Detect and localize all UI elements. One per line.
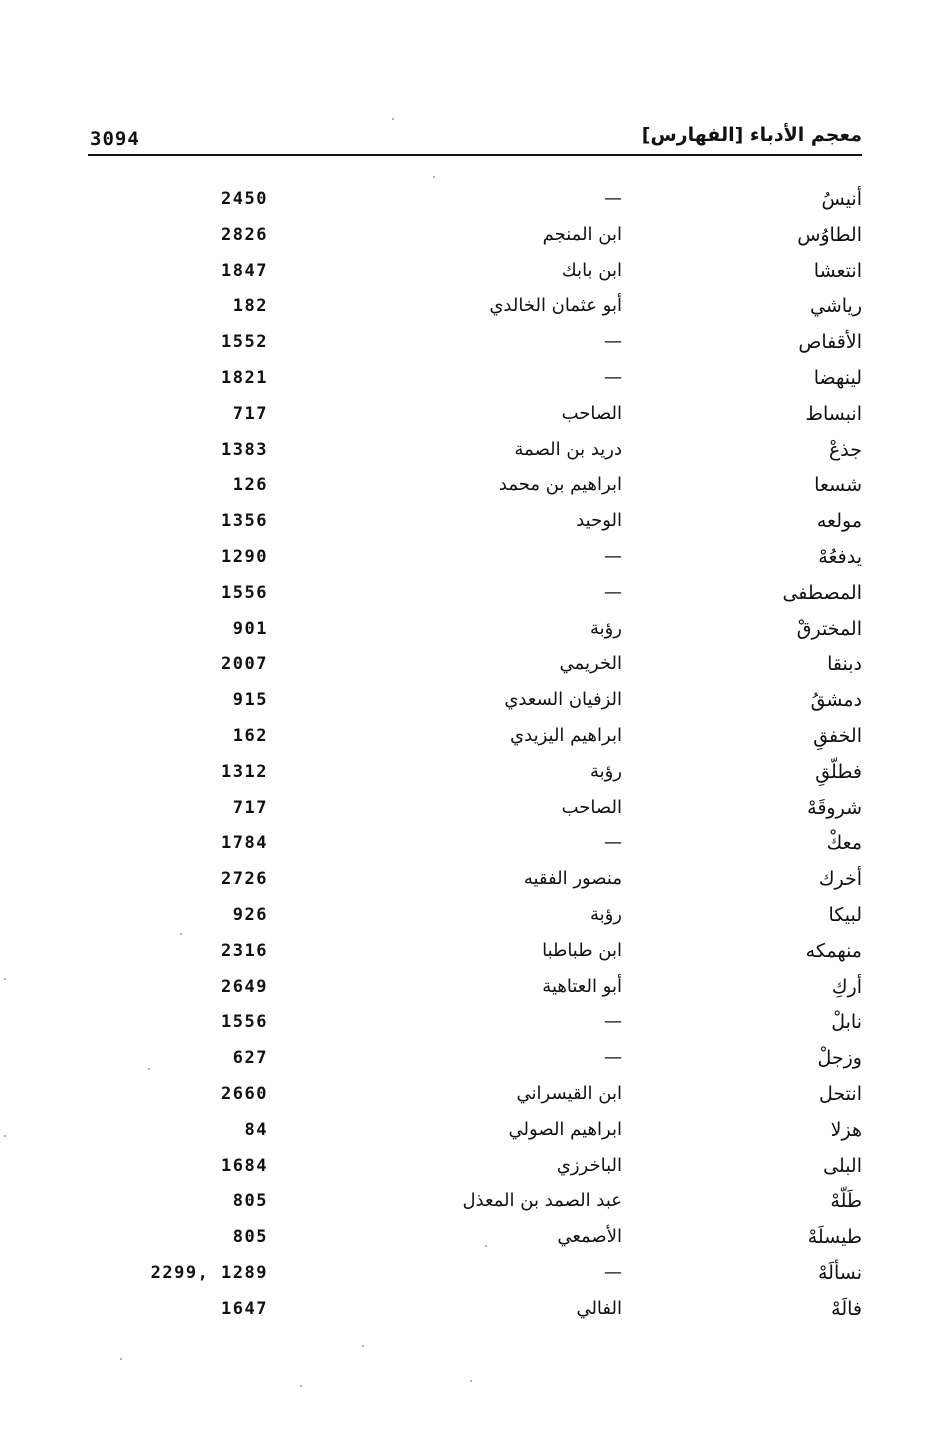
table-row: [0, 685, 932, 721]
rhyme-word: انتعشا: [813, 259, 862, 282]
poet-name: أبو العتاهية: [542, 975, 622, 997]
table-row: [0, 363, 932, 399]
rhyme-word: فطلّقِ: [815, 760, 862, 783]
table-row: [0, 793, 932, 829]
scan-speck: [120, 1358, 122, 1360]
poet-name: —: [604, 1047, 622, 1069]
page-reference: 1647: [221, 1298, 268, 1319]
rhyme-word: أركِ: [831, 975, 862, 998]
rhyme-word: الطاوُس: [797, 223, 862, 246]
scan-speck: [392, 118, 394, 120]
scan-speck: [300, 1385, 302, 1387]
page-reference: 1383: [221, 439, 268, 460]
poet-name: الصاحب: [561, 796, 622, 818]
poet-name: ابراهيم اليزيدي: [510, 724, 622, 746]
rhyme-word: أخرك: [818, 868, 862, 891]
rhyme-word: دمشقُ: [810, 689, 862, 712]
poet-name: —: [604, 832, 622, 854]
poet-name: الصاحب: [561, 402, 622, 424]
page-reference: 901: [232, 618, 268, 639]
page-reference: 1312: [221, 761, 268, 782]
page-reference: 1784: [221, 833, 268, 854]
table-row: [0, 1151, 932, 1187]
poet-name: ابراهيم بن محمد: [498, 474, 622, 496]
page-reference: 1821: [221, 367, 268, 388]
rhyme-word: لينهضا: [813, 366, 862, 389]
poet-name: —: [604, 1011, 622, 1033]
page-reference: 2660: [221, 1083, 268, 1104]
page-reference: 126: [232, 475, 268, 496]
table-row: [0, 936, 932, 972]
poet-name: ابن المنجم: [542, 223, 622, 245]
poet-name: أبو عثمان الخالدي: [489, 295, 622, 317]
table-row: [0, 757, 932, 793]
poet-name: الفالي: [576, 1297, 622, 1319]
table-row: [0, 291, 932, 327]
table-row: [0, 506, 932, 542]
book-title: معجم الأدباء [الفهارس]: [641, 124, 862, 146]
scan-speck: [362, 1345, 364, 1347]
page-reference: 182: [232, 296, 268, 317]
page-reference: 2726: [221, 869, 268, 890]
poet-name: —: [604, 1261, 622, 1283]
page-reference: 717: [232, 403, 268, 424]
rhyme-word: نسألَهْ: [817, 1261, 862, 1284]
page-reference: 2316: [221, 940, 268, 961]
poet-name: الزفيان السعدي: [504, 689, 622, 711]
poet-name: الخريمي: [559, 653, 622, 675]
scan-speck: [4, 978, 6, 980]
rhyme-word: طيسلَهْ: [807, 1226, 862, 1249]
rhyme-word: الأقفاص: [798, 331, 862, 354]
page-reference: 915: [232, 690, 268, 711]
table-row: [0, 649, 932, 685]
rhyme-word: هزلا: [830, 1118, 862, 1141]
poet-name: —: [604, 331, 622, 353]
table-row: [0, 864, 932, 900]
page-reference: 805: [232, 1191, 268, 1212]
table-row: [0, 435, 932, 471]
table-row: [0, 900, 932, 936]
poet-name: عبد الصمد بن المعذل: [462, 1190, 622, 1212]
rhyme-word: معكْ: [826, 832, 862, 855]
rhyme-word: انتحل: [819, 1082, 862, 1105]
poet-name: رؤبة: [589, 903, 622, 925]
rhyme-word: يدفعُهْ: [818, 545, 862, 568]
table-row: [0, 1186, 932, 1222]
scan-speck: [148, 1068, 150, 1070]
rhyme-word: لبيكا: [828, 903, 862, 926]
table-row: [0, 721, 932, 757]
page-reference: 1552: [221, 332, 268, 353]
rhyme-word: مولعه: [816, 510, 862, 533]
page-reference: 2299, 1289: [150, 1262, 268, 1283]
table-row: [0, 220, 932, 256]
page-number: 3094: [90, 128, 140, 150]
poet-name: ابراهيم الصولي: [508, 1118, 622, 1140]
table-row: [0, 578, 932, 614]
poet-name: دريد بن الصمة: [514, 438, 622, 460]
rhyme-word: فالَهْ: [831, 1297, 862, 1320]
page-reference: 2649: [221, 976, 268, 997]
poet-name: الوحيد: [576, 510, 622, 532]
rhyme-word: دبنقا: [827, 653, 862, 676]
scan-speck: [4, 1135, 6, 1137]
table-row: [0, 470, 932, 506]
table-row: [0, 1079, 932, 1115]
table-row: [0, 327, 932, 363]
poet-name: —: [604, 188, 622, 209]
rhyme-word: شروقَهْ: [807, 796, 862, 819]
rhyme-word: أنيسُ: [821, 188, 862, 210]
rhyme-word: جذعْ: [828, 438, 862, 461]
page-reference: 926: [232, 904, 268, 925]
rhyme-word: انبساط: [805, 402, 862, 425]
table-row: [0, 1222, 932, 1258]
rhyme-word: طَلّهْ: [830, 1190, 862, 1213]
rhyme-word: نابلْ: [831, 1011, 862, 1034]
poet-name: ابن طباطبا: [542, 939, 622, 961]
poet-name: رؤبة: [589, 617, 622, 639]
poet-name: ابن بابك: [561, 259, 622, 281]
poet-name: منصور الفقيه: [523, 868, 622, 890]
rhyme-word: الخفقِ: [813, 724, 862, 747]
page-reference: 1556: [221, 582, 268, 603]
rhyme-word: المخترقْ: [796, 617, 862, 640]
poet-name: ابن القيسراني: [516, 1082, 622, 1104]
page-reference: 1290: [221, 546, 268, 567]
page-reference: 2826: [221, 224, 268, 245]
poet-name: رؤبة: [589, 760, 622, 782]
table-row: [0, 1258, 932, 1294]
table-row: [0, 399, 932, 435]
page-reference: 1847: [221, 260, 268, 281]
page-reference: 2007: [221, 654, 268, 675]
table-row: [0, 1115, 932, 1151]
scan-speck: [470, 1380, 472, 1382]
table-row: [0, 542, 932, 578]
table-row: [0, 614, 932, 650]
page-reference: 1556: [221, 1012, 268, 1033]
rhyme-word: وزجلْ: [817, 1047, 862, 1070]
rhyme-word: رياشي: [809, 295, 862, 318]
page-reference: 627: [232, 1048, 268, 1069]
poet-name: —: [604, 545, 622, 567]
poet-name: —: [604, 366, 622, 388]
scan-speck: [180, 933, 182, 935]
page-reference: 84: [244, 1119, 268, 1140]
page-reference: 162: [232, 725, 268, 746]
table-row: [0, 1007, 932, 1043]
rhyme-word: شسعا: [814, 474, 862, 497]
page-reference: 1356: [221, 511, 268, 532]
page-reference: 2450: [221, 189, 268, 209]
poet-name: الأصمعي: [557, 1226, 622, 1248]
rhyme-word: البلى: [823, 1154, 862, 1177]
poet-name: الباخرزي: [556, 1154, 622, 1176]
table-row: [0, 972, 932, 1008]
table-row: [0, 828, 932, 864]
poet-name: —: [604, 581, 622, 603]
header-divider: [88, 154, 862, 156]
page-reference: 805: [232, 1227, 268, 1248]
rhyme-word: منهمكه: [805, 939, 862, 962]
index-table: [0, 184, 932, 1330]
table-row: [0, 184, 932, 220]
scan-speck: [433, 176, 435, 178]
scan-speck: [485, 1245, 487, 1247]
page-reference: 717: [232, 797, 268, 818]
table-row: [0, 256, 932, 292]
page-header: [88, 124, 862, 154]
page-reference: 1684: [221, 1155, 268, 1176]
rhyme-word: المصطفى: [782, 581, 862, 604]
table-row: [0, 1043, 932, 1079]
table-row: [0, 1294, 932, 1330]
